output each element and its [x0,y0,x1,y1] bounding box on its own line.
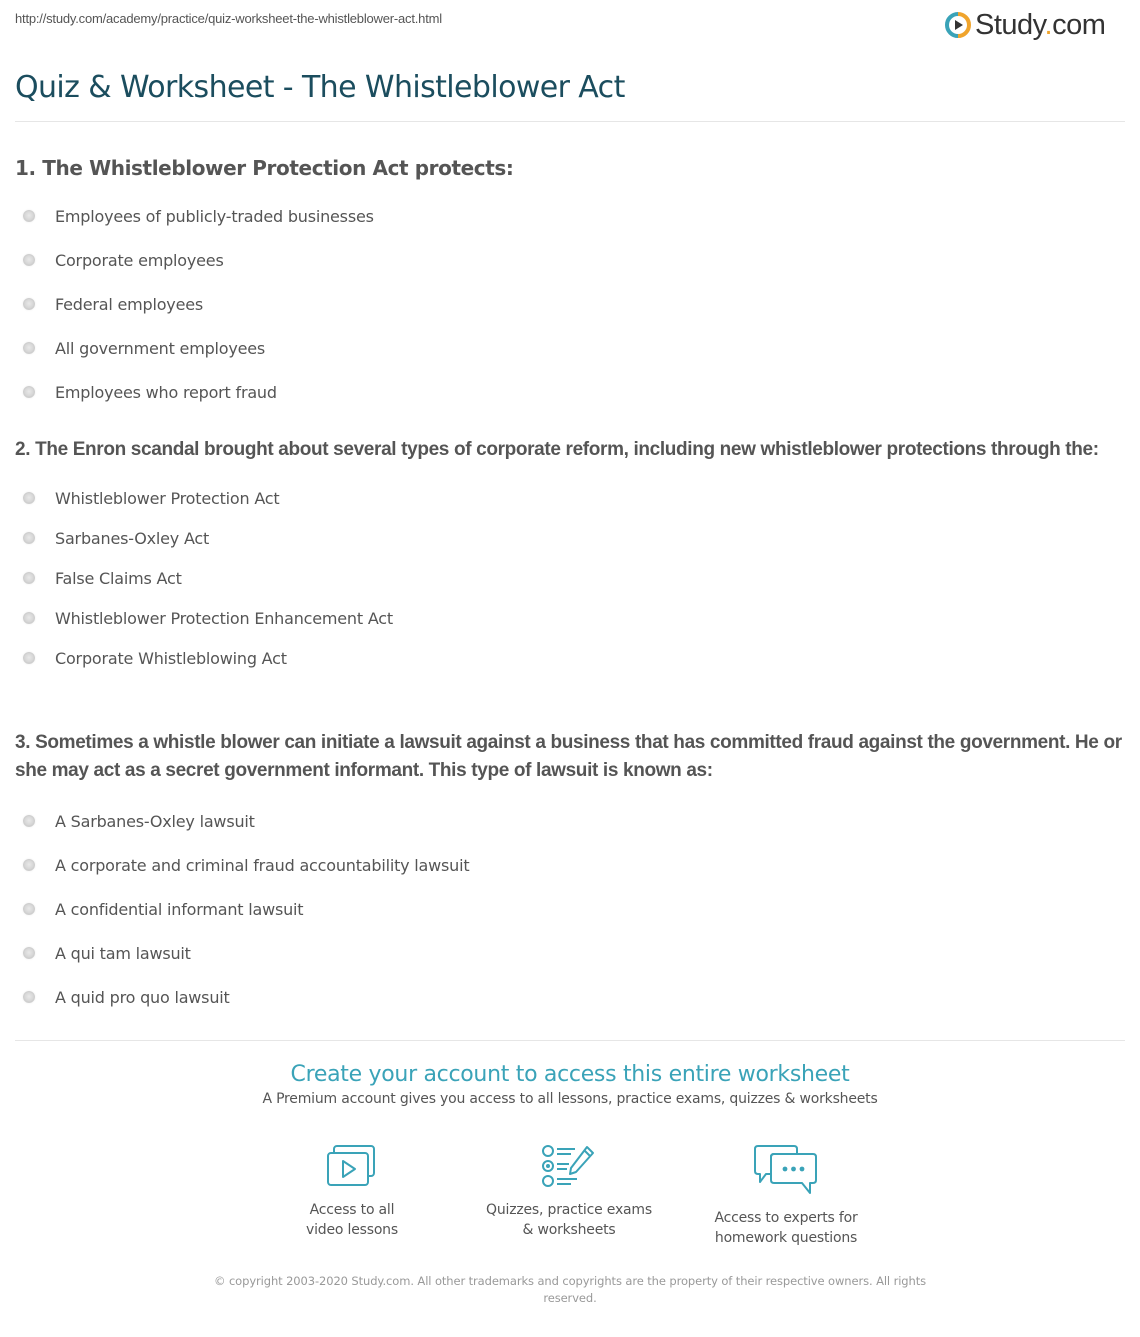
create-account-link[interactable]: Create your account to access this entire worksheet [290,1062,850,1087]
radio-button[interactable] [23,254,35,266]
answer-label: Corporate Whistleblowing Act [55,648,287,668]
answer-label: A quid pro quo lawsuit [55,987,230,1007]
answer-option[interactable] [15,518,1125,558]
answer-option[interactable] [15,194,1125,238]
radio-button[interactable] [23,532,35,544]
page-title: Quiz & Worksheet - The Whistleblower Act [15,70,625,105]
radio-button[interactable] [23,652,35,664]
radio-button[interactable] [23,815,35,827]
answer-label: Whistleblower Protection Enhancement Act [55,608,393,628]
question-text: 3. Sometimes a whistle blower can initiate a lawsuit against a business that has committed fraud against the government. He or she may act as a secret government informant. This type of lawsuit is known as: [15,732,1122,781]
question-text: 1. The Whistleblower Protection Act protects: [15,156,514,180]
answer-label: False Claims Act [55,568,182,588]
answer-label: Federal employees [55,294,203,314]
feature-video-lessons [252,1144,452,1240]
study-logo-icon [945,12,971,38]
quiz-checklist-icon [541,1144,597,1188]
answer-label: Sarbanes-Oxley Act [55,528,210,548]
answer-option[interactable] [15,282,1125,326]
answer-option[interactable] [15,238,1125,282]
feature-label: Access to all video lessons [306,1202,398,1238]
answer-option[interactable] [15,843,1125,887]
answer-label: Employees of publicly-traded businesses [55,206,374,226]
feature-quizzes [469,1144,669,1240]
question-2 [15,436,1125,678]
radio-button[interactable] [23,572,35,584]
title-divider [15,121,1125,122]
radio-button[interactable] [23,210,35,222]
feature-label: Quizzes, practice exams & worksheets [486,1202,652,1238]
radio-button[interactable] [23,612,35,624]
copyright-notice: © copyright 2003-2020 Study.com. All other trademarks and copyrights are the property of their respective owners. All rights reserved. [214,1274,926,1305]
radio-button[interactable] [23,492,35,504]
answer-option[interactable] [15,799,1125,843]
answer-option[interactable] [15,638,1125,678]
question-text: 2. The Enron scandal brought about several types of corporate reform, including new whistleblower protections through the: [15,439,1099,460]
answer-list [15,194,1125,414]
feature-experts [686,1144,886,1248]
answer-list [15,799,1125,1019]
radio-button[interactable] [23,342,35,354]
radio-button[interactable] [23,903,35,915]
answer-option[interactable] [15,478,1125,518]
answer-label: A corporate and criminal fraud accountability lawsuit [55,855,470,875]
answer-label: Whistleblower Protection Act [55,488,280,508]
signup-cta [0,1062,1140,1107]
answer-option[interactable] [15,326,1125,370]
question-3 [15,729,1125,1019]
answer-option[interactable] [15,558,1125,598]
radio-button[interactable] [23,386,35,398]
answer-option[interactable] [15,370,1125,414]
radio-button[interactable] [23,298,35,310]
chat-experts-icon [754,1144,818,1196]
video-lessons-icon [326,1144,378,1188]
radio-button[interactable] [23,947,35,959]
answer-option[interactable] [15,598,1125,638]
answer-option[interactable] [15,931,1125,975]
cta-divider [15,1040,1125,1041]
study-logo-text: Study.com [975,8,1106,41]
answer-label: A qui tam lawsuit [55,943,191,963]
answer-label: Employees who report fraud [55,382,277,402]
answer-label: All government employees [55,338,266,358]
cta-subtitle: A Premium account gives you access to all lessons, practice exams, quizzes & worksheets [262,1091,878,1107]
answer-option[interactable] [15,975,1125,1019]
feature-label: Access to experts for homework questions [714,1210,858,1246]
radio-button[interactable] [23,991,35,1003]
answer-option[interactable] [15,887,1125,931]
answer-label: A confidential informant lawsuit [55,899,304,919]
answer-label: Corporate employees [55,250,224,270]
study-logo[interactable] [945,8,1105,42]
answer-list [15,478,1125,678]
answer-label: A Sarbanes-Oxley lawsuit [55,811,255,831]
question-1 [15,154,1125,414]
radio-button[interactable] [23,859,35,871]
page-url: http://study.com/academy/practice/quiz-worksheet-the-whistleblower-act.html [15,11,442,26]
